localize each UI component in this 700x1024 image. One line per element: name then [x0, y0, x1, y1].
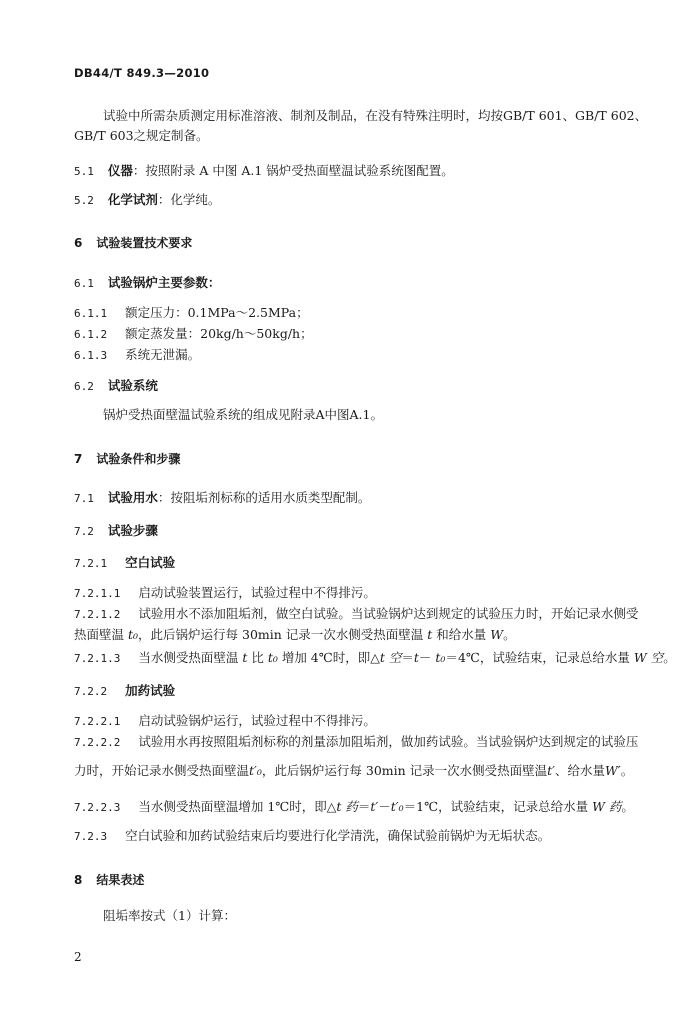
section-number: 7: [74, 452, 83, 466]
text-run: －: [418, 650, 436, 665]
clause-title: 仪器: [107, 163, 133, 178]
clause-5-2: [74, 192, 220, 209]
clause-number: 7.2.2: [74, 685, 108, 698]
clause-7-2-2-2: [74, 734, 638, 751]
clause-number: 5.1: [74, 165, 94, 178]
symbol-t-prime: t′: [370, 799, 379, 814]
clause-number: 7.2.1.2: [74, 608, 121, 621]
clause-7-2-1-2: [74, 606, 638, 623]
clause-text: ：按照附录 A 中图 A.1 锅炉受热面壁温试验系统图配置。: [132, 163, 454, 178]
clause-text: ：化学纯。: [157, 192, 221, 207]
clause-7-2-2-3: [74, 799, 634, 816]
clause-number: 7.2.2.2: [74, 736, 121, 749]
clause-7-2-2-1: [74, 713, 376, 730]
text-run: 、给水量: [555, 763, 606, 778]
clause-6-1-3: [74, 347, 200, 364]
text-run: 。: [503, 627, 516, 642]
clause-7-2-2: [74, 683, 175, 700]
clause-5-1: [74, 163, 454, 180]
clause-6-2-text: 锅炉受热面壁温试验系统的组成见附录A中图A.1。: [103, 407, 383, 422]
standard-code-header: DB44/T 849.3—2010: [74, 66, 210, 80]
clause-text-line1: 试验用水不添加阻垢剂，做空白试验。当试验锅炉达到规定的试验压力时，开始记录水侧受: [138, 606, 639, 621]
clause-6-1: [74, 275, 220, 292]
clause-7-2: [74, 523, 158, 540]
clause-text-line1: 试验用水再按照阻垢剂标称的剂量添加阻垢剂，做加药试验。当试验锅炉达到规定的试验压: [138, 734, 639, 749]
clause-text: 空白试验和加药试验结束后均要进行化学清洗，确保试验前锅炉为无垢状态。: [125, 828, 551, 843]
clause-number: 7.1: [74, 492, 94, 505]
clause-number: 7.2.1.1: [74, 587, 121, 600]
symbol-t0: t₀: [127, 627, 139, 642]
clause-number: 6.2: [74, 380, 94, 393]
symbol-t: t: [242, 650, 248, 665]
text-run: ，此后锅炉运行每 30min 记录一次水侧受热面壁温: [261, 763, 548, 778]
symbol-w-prime: W′: [605, 763, 621, 778]
clause-title: 加药试验: [125, 683, 176, 698]
section-title: 试验条件和步骤: [96, 452, 181, 466]
text-run: 力时，开始记录水侧受热面壁温: [74, 763, 250, 778]
clause-title: 化学试剂: [107, 192, 158, 207]
clause-title: 试验用水: [107, 490, 158, 505]
clause-7-2-1-1: [74, 585, 376, 602]
symbol-w: W: [490, 627, 504, 642]
clause-number: 6.1: [74, 277, 94, 290]
clause-7-2-1-2-cont: [74, 627, 516, 643]
text-run: 。: [620, 763, 634, 778]
symbol-w: W 空: [633, 650, 664, 665]
section-8-text: 阻垢率按式（1）计算：: [103, 908, 236, 923]
clause-text: 额定蒸发量：20kg/h～50kg/h；: [125, 326, 313, 341]
clause-number: 7.2.3: [74, 830, 108, 843]
text-run: 。: [663, 650, 676, 665]
clause-6-2: [74, 378, 158, 395]
clause-number: 6.1.3: [74, 349, 108, 362]
clause-number: 7.2: [74, 525, 94, 538]
clause-7-1: [74, 490, 370, 507]
symbol-t0-prime: t′₀: [390, 799, 404, 814]
clause-text: 系统无泄漏。: [125, 347, 201, 362]
clause-6-1-1: [74, 305, 309, 322]
text-run: 和给水量: [432, 627, 491, 642]
text-run: －: [378, 799, 391, 814]
clause-text: 额定压力：0.1MPa～2.5MPa；: [125, 305, 309, 320]
clause-number: 7.2.2.1: [74, 715, 121, 728]
symbol-t0-prime: t′₀: [249, 763, 262, 778]
text-run: ＝: [357, 799, 371, 814]
text-run: ，此后锅炉运行每 30min 记录一次水侧受热面壁温: [138, 627, 428, 642]
symbol-t-prime: t′: [547, 763, 556, 778]
text-run: 比: [247, 650, 268, 665]
section-7-heading: [74, 451, 180, 467]
section-6-heading: [74, 235, 192, 251]
symbol-t0: t₀: [435, 650, 446, 665]
text-run: ＝: [401, 650, 414, 665]
clause-number: 6.1.1: [74, 307, 108, 320]
intro-paragraph: 试验中所需杂质测定用标准溶液、制剂及制品，在没有特殊注明时，均按GB/T 601、GB/T 602、GB/T 603之规定制备。: [74, 108, 648, 143]
section-title: 结果表述: [96, 873, 145, 887]
clause-7-2-2-2-cont: [74, 763, 633, 779]
section-number: 8: [74, 873, 83, 887]
clause-number: 7.2.1: [74, 557, 108, 570]
text-run: 增加 4℃时，即△: [277, 650, 380, 665]
symbol-t: t: [427, 627, 433, 642]
clause-title: 试验步骤: [107, 523, 158, 538]
symbol-w: W 药: [592, 799, 622, 814]
text-run: 当水侧受热面壁温: [138, 650, 243, 665]
symbol-delta-t: t 药: [336, 799, 358, 814]
section-8-heading: [74, 872, 144, 888]
clause-7-2-3: [74, 828, 550, 845]
clause-number: 5.2: [74, 194, 94, 207]
clause-7-2-1-3: [74, 650, 676, 667]
clause-7-2-1: [74, 555, 175, 572]
text-run: 。: [621, 799, 634, 814]
clause-text: 启动试验锅炉运行，试验过程中不得排污。: [138, 713, 376, 728]
text-run: ＝1℃，试验结束，记录总给水量: [403, 799, 593, 814]
clause-6-1-2: [74, 326, 313, 343]
clause-text: 启动试验装置运行，试验过程中不得排污。: [138, 585, 376, 600]
clause-number: 7.2.1.3: [74, 652, 121, 665]
section-number: 6: [74, 236, 83, 250]
clause-number: 7.2.2.3: [74, 801, 121, 814]
clause-title: 试验系统: [107, 378, 158, 393]
text-run: ＝4℃，试验结束，记录总给水量: [445, 650, 634, 665]
symbol-delta-t: t 空: [379, 650, 402, 665]
clause-title: 空白试验: [125, 555, 176, 570]
text-run: 热面壁温: [74, 627, 128, 642]
symbol-t0: t₀: [267, 650, 278, 665]
clause-text: ：按阻垢剂标称的适用水质类型配制。: [157, 490, 371, 505]
text-run: 当水侧受热面壁温增加 1℃时，即△: [138, 799, 337, 814]
clause-title: 试验锅炉主要参数：: [107, 275, 221, 290]
page-number: 2: [74, 950, 82, 964]
clause-number: 6.1.2: [74, 328, 108, 341]
symbol-t: t: [413, 650, 419, 665]
section-title: 试验装置技术要求: [96, 236, 193, 250]
